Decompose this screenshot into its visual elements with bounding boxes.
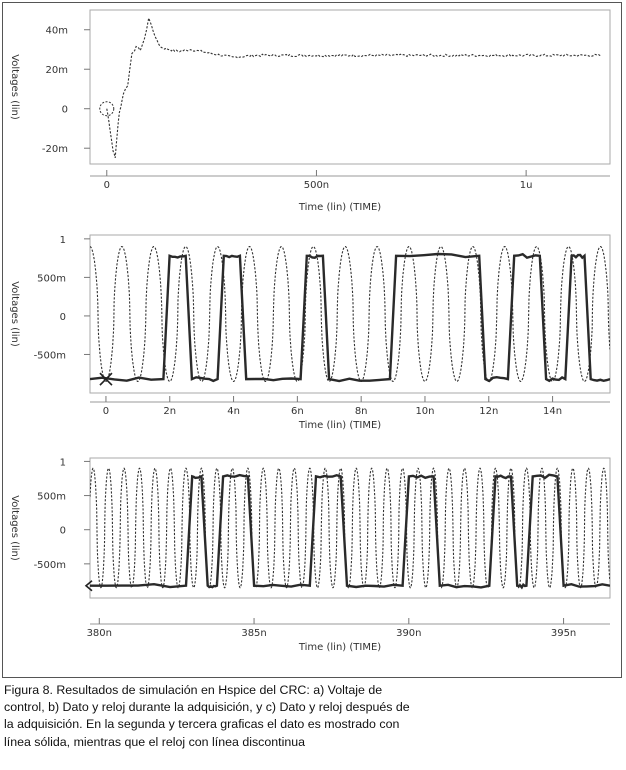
x-tick-label: 10n — [415, 406, 435, 417]
x-tick-label: 0 — [102, 406, 110, 417]
y-axis-label: Voltages (lin) — [9, 281, 20, 347]
x-tick-label: 500n — [303, 180, 330, 191]
x-tick-label: 14n — [543, 406, 563, 417]
x-axis-label: Time (lin) (TIME) — [298, 642, 382, 653]
y-tick-label: -500m — [33, 559, 66, 571]
y-tick-label: 0 — [59, 311, 66, 323]
data-line — [90, 254, 610, 381]
series-group — [107, 18, 602, 158]
x-tick-label: 1u — [519, 180, 533, 191]
chart-data-clock-acquisition — [0, 227, 626, 449]
y-tick-label: 0 — [61, 104, 68, 116]
x-tick-label: 0 — [103, 180, 110, 191]
x-tick-label: 390n — [396, 628, 422, 639]
plot-area — [90, 10, 610, 164]
figure-caption: Figura 8. Resultados de simulación en Hspice del CRC: a) Voltaje de control, b) Dato y reloj durante la adquisición, y c) Dato y reloj después de la adquisición. En la segunda y tercera graficas el dato es mostrado con línea sólida, mientras que el reloj con línea discontinua — [4, 683, 410, 749]
y-tick-label: 500m — [37, 273, 66, 285]
chart-data-clock-after-acquisition — [0, 450, 626, 675]
chart-control-voltage — [0, 2, 626, 227]
y-tick-label: 0 — [59, 525, 66, 537]
y-tick-label: -20m — [41, 144, 68, 156]
x-tick-label: 12n — [479, 406, 499, 417]
y-tick-label: 40m — [45, 25, 68, 37]
plot-area — [90, 235, 610, 393]
y-tick-label: 500m — [37, 491, 66, 503]
x-tick-label: 2n — [163, 406, 177, 417]
x-tick-label: 4n — [227, 406, 240, 417]
y-axis-label: Voltages (lin) — [9, 495, 20, 561]
y-tick-label: -500m — [33, 350, 66, 362]
y-axis-label: Voltages (lin) — [9, 54, 20, 120]
y-tick-label: 20m — [45, 65, 68, 77]
x-tick-label: 8n — [354, 406, 368, 417]
x-tick-label: 6n — [291, 406, 304, 417]
x-tick-label: 380n — [86, 628, 113, 639]
series-group — [90, 468, 610, 588]
x-axis-label: Time (lin) (TIME) — [298, 202, 382, 213]
x-tick-label: 385n — [241, 628, 267, 639]
series-group — [90, 247, 610, 382]
x-tick-label: 395n — [550, 628, 577, 639]
x-axis-label: Time (lin) (TIME) — [298, 420, 382, 431]
control-voltage-line — [107, 18, 602, 158]
y-tick-label: 1 — [59, 234, 66, 246]
y-tick-label: 1 — [59, 457, 66, 469]
